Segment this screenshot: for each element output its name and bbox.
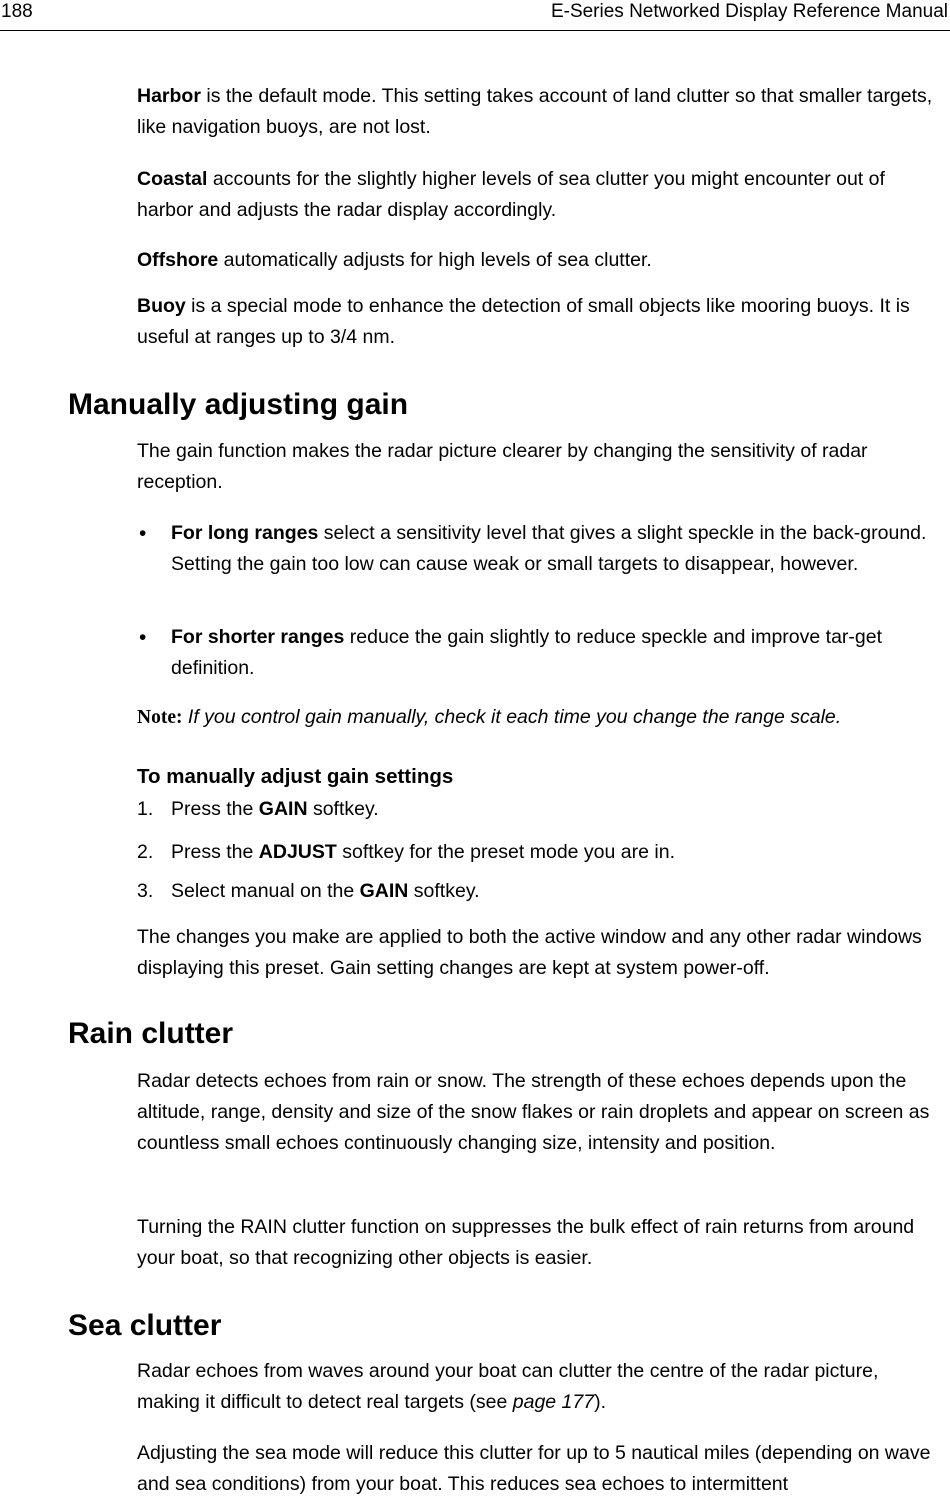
step-text: softkey. — [408, 880, 480, 902]
step-text: softkey for the preset mode you are in. — [336, 841, 675, 863]
bullet-term: For shorter ranges — [171, 626, 345, 648]
step-number: 2. — [137, 841, 154, 863]
procedure-step — [137, 794, 945, 825]
offshore-text: automatically adjusts for high levels of sea clutter. — [218, 249, 652, 271]
bullet-text — [171, 622, 945, 684]
page-header — [0, 0, 950, 31]
gain-heading: Manually adjusting gain — [68, 388, 409, 421]
buoy-term: Buoy — [137, 295, 186, 317]
note-label: Note: — [137, 707, 183, 728]
buoy-paragraph — [137, 291, 945, 353]
harbor-paragraph — [137, 81, 945, 143]
harbor-term: Harbor — [137, 85, 201, 107]
step-number: 1. — [137, 798, 154, 820]
step-text: Press the — [171, 841, 259, 863]
bullet-term: For long ranges — [171, 522, 319, 544]
bullet-icon: • — [139, 522, 147, 545]
softkey-name: GAIN — [359, 880, 409, 902]
rain-paragraph-1: Radar detects echoes from rain or snow. The strength of these echoes depends upon the altitude, range, density and size of the snow flakes or rain droplets and appear on screen as countless small echoes continuously changing size, intensity and position. — [137, 1070, 930, 1154]
note-text: If you control gain manually, check it each time you change the range scale. — [187, 706, 842, 728]
softkey-name: GAIN — [258, 798, 308, 820]
gain-result: The changes you make are applied to both the active window and any other radar windows displaying this preset. Gain setting changes are kept at system power-off. — [137, 926, 922, 979]
softkey-name: ADJUST — [258, 841, 337, 863]
note — [137, 702, 945, 733]
sea-text: Radar echoes from waves around your boat can clutter the centre of the radar picture, making it difficult to detect real targets (see — [137, 1360, 879, 1413]
page-number: 188 — [1, 1, 33, 22]
coastal-paragraph — [137, 164, 945, 226]
offshore-paragraph — [137, 245, 945, 276]
bullet-body: select a sensitivity level that gives a slight speckle in the back-ground. Setting the gain too low can cause weak or small targets to disappear, however. — [171, 522, 927, 575]
step-text: Select manual on the — [171, 880, 360, 902]
sea-heading: Sea clutter — [68, 1309, 222, 1342]
buoy-text: is a special mode to enhance the detection of small objects like mooring buoys. It is useful at ranges up to 3/4 nm. — [137, 295, 910, 348]
sea-text: ). — [594, 1391, 607, 1413]
gain-intro: The gain function makes the radar picture clearer by changing the sensitivity of radar reception. — [137, 440, 868, 493]
bullet-body: reduce the gain slightly to reduce speckle and improve tar-get definition. — [171, 626, 883, 679]
harbor-text: is the default mode. This setting takes account of land clutter so that smaller targets, like navigation buoys, are not lost. — [137, 85, 933, 138]
procedure-step — [137, 876, 945, 907]
procedure-step — [137, 837, 945, 868]
step-text: softkey. — [307, 798, 379, 820]
step-number: 3. — [137, 880, 154, 902]
coastal-text: accounts for the slightly higher levels of sea clutter you might encounter out of harbor and adjusts the radar display accordingly. — [137, 168, 885, 221]
bullet-text — [171, 518, 945, 580]
rain-paragraph-2: Turning the RAIN clutter function on suppresses the bulk effect of rain returns from around your boat, so that recognizing other objects is easier. — [137, 1216, 915, 1269]
running-title: E-Series Networked Display Reference Manual — [550, 1, 948, 22]
offshore-term: Offshore — [137, 249, 219, 271]
procedure-heading: To manually adjust gain settings — [137, 765, 454, 788]
sea-paragraph-2: Adjusting the sea mode will reduce this clutter for up to 5 nautical miles (depending on wave and sea conditions) from your boat. This reduces sea echoes to intermittent — [137, 1442, 931, 1495]
step-text: Press the — [171, 798, 259, 820]
list-item — [137, 622, 945, 684]
bullet-icon: • — [139, 626, 147, 649]
list-item — [137, 518, 945, 580]
rain-heading: Rain clutter — [68, 1017, 234, 1050]
sea-paragraph-1 — [137, 1356, 945, 1418]
page-reference-link[interactable]: page 177 — [512, 1391, 595, 1413]
coastal-term: Coastal — [137, 168, 208, 190]
